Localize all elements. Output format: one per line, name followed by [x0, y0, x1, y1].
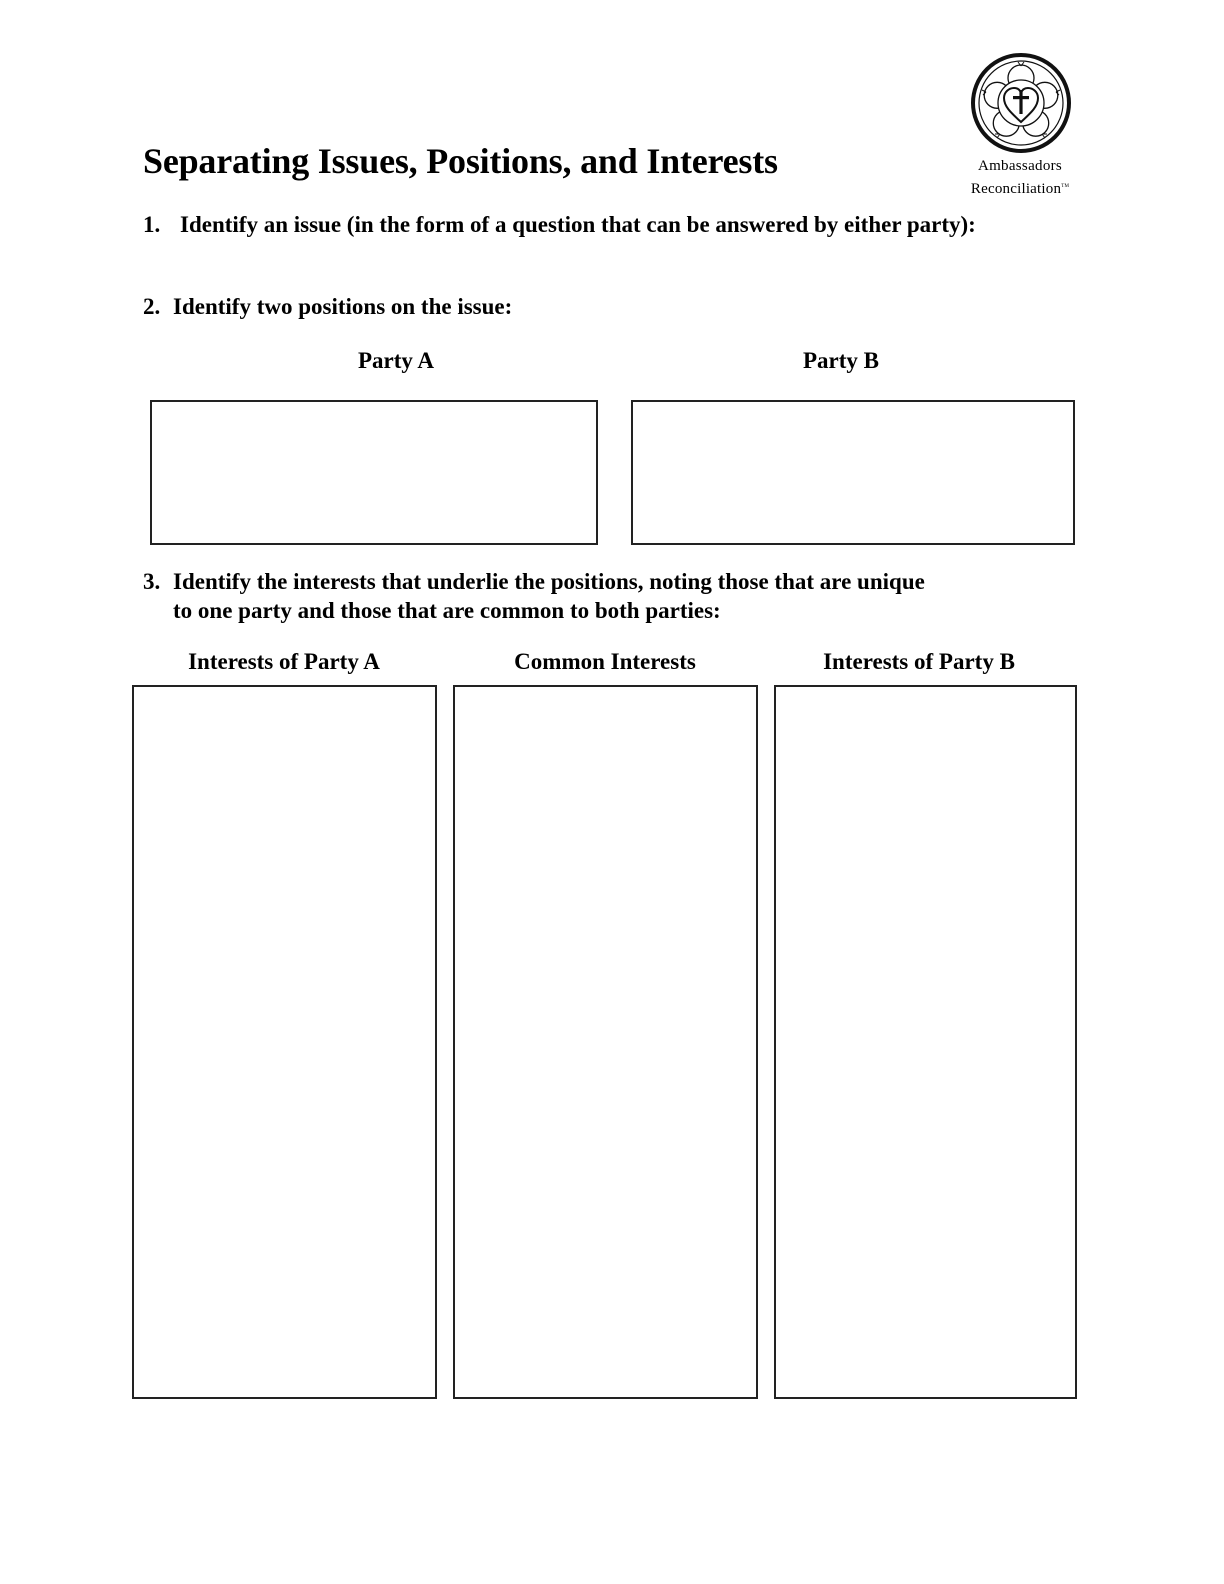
luther-rose-seal-icon [970, 52, 1072, 154]
question-2-number: 2. [143, 294, 161, 319]
question-1 [143, 212, 976, 238]
party-a-position-box[interactable] [150, 400, 598, 545]
question-1-number: 1. [143, 212, 161, 237]
interests-party-a-box[interactable] [132, 685, 437, 1399]
question-1-text: Identify an issue (in the form of a question that can be answered by either party): [180, 212, 976, 237]
question-3-number: 3. [143, 569, 161, 594]
logo-text-reconciliation [962, 179, 1078, 197]
question-3-text-line2: to one party and those that are common to both parties: [173, 598, 721, 623]
party-b-position-box[interactable] [631, 400, 1075, 545]
ambassadors-of-reconciliation-logo [962, 52, 1078, 202]
question-3-text-line1: Identify the interests that underlie the positions, noting those that are unique [173, 569, 925, 594]
interests-party-b-label: Interests of Party B [823, 649, 1015, 674]
common-interests-box[interactable] [453, 685, 758, 1399]
question-3 [143, 567, 925, 625]
logo-text-reconciliation-word: Reconciliation [970, 181, 1062, 197]
party-a-label: Party A [357, 348, 434, 373]
logo-text-ambassadors: Ambassadors [977, 158, 1063, 174]
party-b-label: Party B [802, 348, 879, 373]
interests-party-b-box[interactable] [774, 685, 1077, 1399]
page-title: Separating Issues, Positions, and Interests [143, 141, 778, 181]
question-2-text: Identify two positions on the issue: [173, 294, 513, 319]
interests-party-a-label: Interests of Party A [188, 649, 380, 674]
question-2 [143, 294, 512, 320]
common-interests-label: Common Interests [514, 649, 696, 674]
trademark-mark: TM [1061, 184, 1070, 189]
